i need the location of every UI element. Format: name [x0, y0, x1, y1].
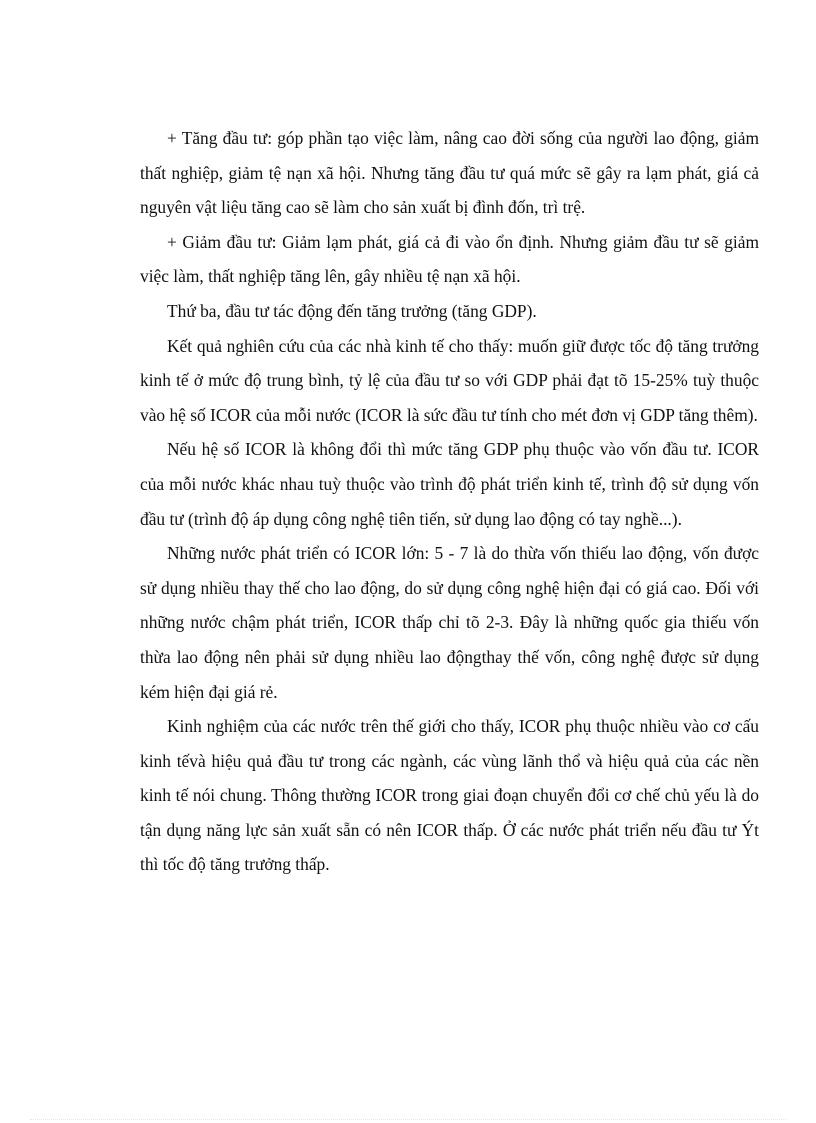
paragraph-decrease-investment: + Giảm đầu tư: Giảm lạm phát, giá cả đi vào ổn định. Nhưng giảm đầu tư sẽ giảm việc làm, thất nghiệp tăng lên, gây nhiều tệ nạn xã hội. — [140, 231, 759, 287]
paragraph-research-results: Kết quả nghiên cứu của các nhà kinh tế cho thấy: muốn giữ được tốc độ tăng trưởng kinh tế ở mức độ trung bình, tỷ lệ của đầu tư so với GDP phải đạt tõ 15-25% tuỳ thuộc vào hệ số ICOR của mỗi nước (ICOR là sức đầu tư tính cho mét đơn vị GDP tăng thêm). — [140, 335, 759, 425]
paragraph-icor-constant: Nếu hệ số ICOR là không đổi thì mức tăng GDP phụ thuộc vào vốn đầu tư. ICOR của mỗi nước khác nhau tuỳ thuộc vào trình độ phát triển kinh tế, trình độ sử dụng vốn đầu tư (trình độ áp dụng công nghệ tiên tiến, sử dụng lao động có tay nghề...). — [140, 439, 759, 529]
body-text — [140, 121, 759, 882]
paragraph-experience: Kinh nghiệm của các nước trên thế giới cho thấy, ICOR phụ thuộc nhiều vào cơ cấu kinh tếvà hiệu quả đầu tư trong các ngành, các vùng lãnh thổ và hiệu quả của các nền kinh tế nói chung. Thông thường ICOR trong giai đoạn chuyển đổi cơ chế chủ yếu là do tận dụng năng lực sản xuất sẵn có nên ICOR thấp. Ở các nước phát triển nếu đầu tư Ýt thì tốc độ tăng trưởng thấp. — [140, 716, 759, 875]
paragraph-developed-countries: Những nước phát triển có ICOR lớn: 5 - 7 là do thừa vốn thiếu lao động, vốn được sử dụng nhiều thay thế cho lao động, do sử dụng công nghệ hiện đại có giá cao. Đối với những nước chậm phát triển, ICOR thấp chỉ tõ 2-3. Đây là những quốc gia thiếu vốn thừa lao động nên phải sử dụng nhiều lao độngthay thế vốn, công nghệ được sử dụng kém hiện đại giá rẻ. — [140, 543, 759, 702]
paragraph-third-point: Thứ ba, đầu tư tác động đến tăng trưởng (tăng GDP). — [167, 300, 537, 321]
paragraph-increase-investment: + Tăng đầu tư: góp phần tạo việc làm, nâng cao đời sống của người lao động, giảm thất nghiệp, giảm tệ nạn xã hội. Nhưng tăng đầu tư quá mức sẽ gây ra lạm phát, giá cả nguyên vật liệu tăng cao sẽ làm cho sản xuất bị đình đốn, trì trệ. — [140, 128, 759, 218]
page-bottom-divider — [30, 1119, 786, 1120]
